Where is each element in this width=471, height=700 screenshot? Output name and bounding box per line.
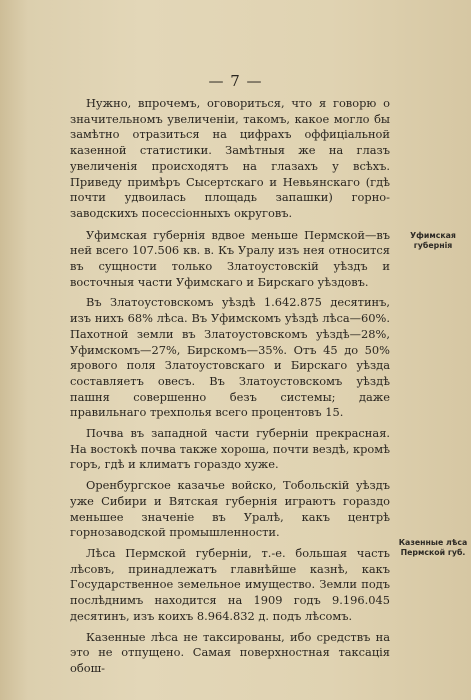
page-number: — 7 — (208, 72, 263, 90)
paragraph-orenburg: Оренбургское казачье войско, Тобольскій уѣздъ уже Сибири и Вятская губернія играютъ гораздо меньшее значеніе въ Уралѣ, какъ центрѣ горнозаводской промышленности. (70, 478, 390, 540)
paragraph-soil: Почва въ западной части губерніи прекрасная. На востокѣ почва также хороша, почти вездѣ, кромѣ горъ, гдѣ и климатъ гораздо хуже. (70, 426, 390, 472)
margin-note-state-forests: Казенные лѣса Пермской губ. (398, 538, 468, 557)
paragraph-intro: Нужно, впрочемъ, оговориться, что я говорю о значительномъ увеличеніи, такомъ, какое могло бы замѣтно отразиться на цифрахъ оффиціальной казенной статистики. Замѣтныя же на глазъ увеличенія происходятъ на глазахъ у всѣхъ. Приведу примѣръ Сысертскаго и Невьянскаго (гдѣ почти удвоилась площадь запашки) горно-заводскихъ посессіонныхъ округовъ. (70, 96, 390, 220)
paragraph-zlatoust-district: Въ Златоустовскомъ уѣздѣ 1.642.875 десятинъ, изъ нихъ 68% лѣса. Въ Уфимскомъ уѣздѣ лѣса—60%. Пахотной земли въ Златоустовскомъ уѣздѣ—28%, Уфимскомъ—27%, Бирскомъ—35%. Отъ 45 до 50% ярового поля Златоустовскаго и Бирскаго уѣзда составляетъ овесъ. Въ Златоустовскомъ уѣздѣ пашня совершенно безъ системы; даже правильнаго трехполья всего процентовъ 15. (70, 295, 390, 420)
margin-note-ufa: Уфимская губернія (410, 231, 456, 250)
paragraph-perm-forests: Лѣса Пермской губерніи, т.-е. большая часть лѣсовъ, принадлежатъ главнѣйше казнѣ, какъ Государственное земельное имущество. Земли подъ послѣднимъ находится на 1909 годъ 9.196.045 десятинъ, изъ коихъ 8.964.832 д. подъ лѣсомъ. (70, 545, 390, 623)
paragraph-ufa-province: Уфимская губернія вдвое меньше Пермской—въ ней всего 107.506 кв. в. Къ Уралу изъ нея относится въ сущности только Златоустовскій уѣздъ и восточныя части Уфимскаго и Бирскаго уѣздовъ. (70, 227, 390, 289)
body-text (70, 96, 390, 682)
paragraph-taxation: Казенные лѣса не таксированы, ибо средствъ на это не отпущено. Самая поверхностная таксація обош- (70, 629, 390, 675)
